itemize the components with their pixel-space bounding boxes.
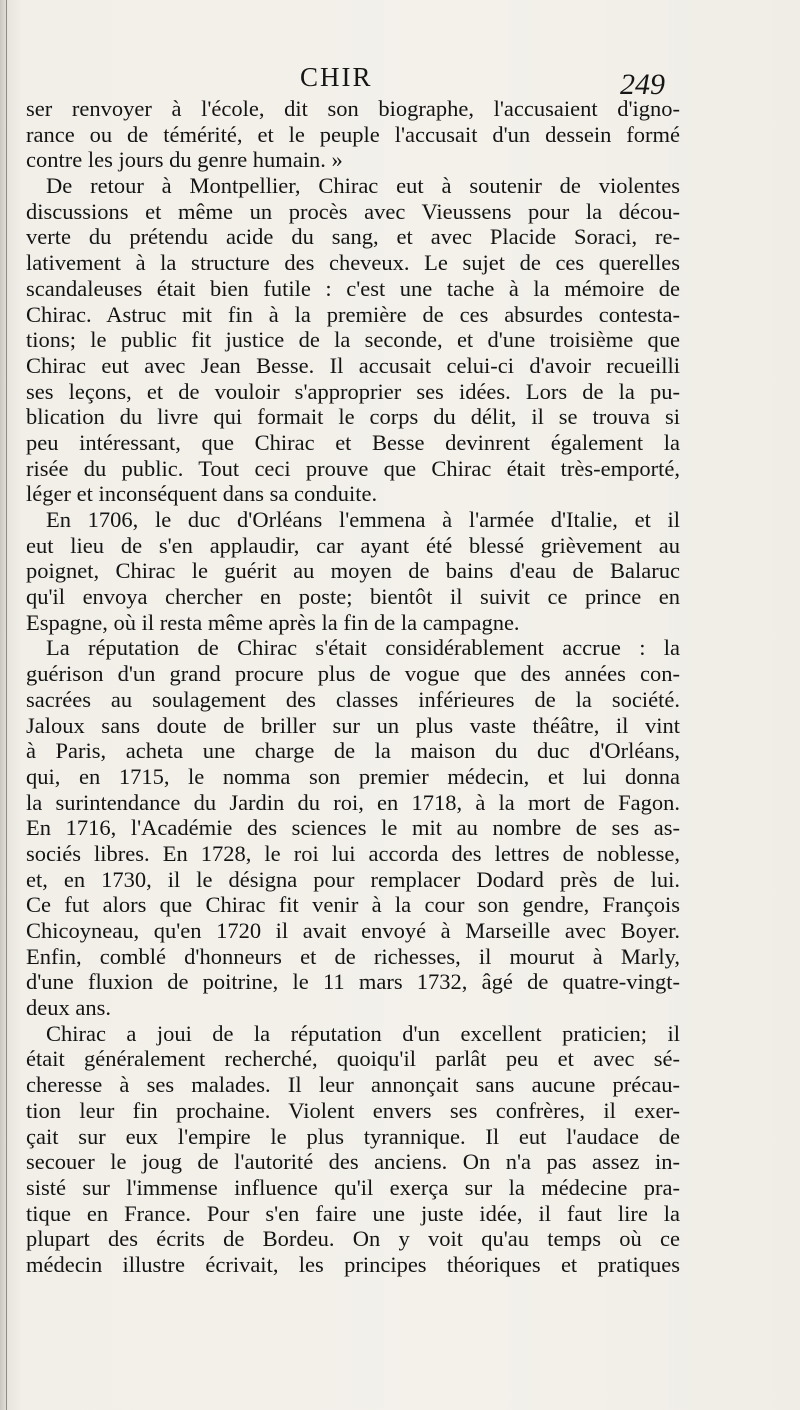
page-gutter	[6, 0, 7, 1410]
text-line: sacrées au soulagement des classes inférieures de la société.	[26, 686, 680, 712]
text-line: la surintendance du Jardin du roi, en 1718, à la mort de Fagon.	[26, 789, 680, 815]
text-line: ser renvoyer à l'école, dit son biographe, l'accusaient d'igno-	[26, 96, 680, 121]
text-line: sisté sur l'immense influence qu'il exerça sur la médecine pra-	[26, 1174, 680, 1200]
text-line: contre les jours du genre humain. »	[26, 147, 343, 173]
text-line: Enfin, comblé d'honneurs et de richesses, il mourut à Marly,	[26, 943, 680, 969]
text-line: plupart des écrits de Bordeu. On y voit qu'au temps où ce	[26, 1226, 680, 1252]
text-line: En 1716, l'Académie des sciences le mit au nombre de ses as-	[26, 815, 680, 841]
text-line: Ce fut alors que Chirac fit venir à la cour son gendre, François	[26, 892, 680, 918]
text-line: sociés libres. En 1728, le roi lui accorda des lettres de noblesse,	[26, 840, 680, 866]
text-line: cheresse à ses malades. Il leur annonçait sans aucune précau-	[26, 1072, 680, 1098]
running-title: CHIR	[300, 62, 373, 92]
running-head	[0, 58, 800, 101]
text-line: et, en 1730, il le désigna pour remplacer Dodard près de lui.	[26, 866, 680, 892]
text-line: verte du prétendu acide du sang, et avec Placide Soraci, re-	[26, 224, 680, 250]
text-line: eut lieu de s'en applaudir, car ayant été blessé grièvement au	[26, 532, 680, 558]
text-line: discussions et même un procès avec Vieussens pour la décou-	[26, 198, 680, 224]
text-line: était généralement recherché, quoiqu'il parlât peu et avec sé-	[26, 1046, 680, 1072]
text-line: guérison d'un grand procure plus de vogue que des années con-	[26, 661, 680, 687]
text-line: Espagne, où il resta même après la fin de la campagne.	[26, 609, 520, 635]
text-line: scandaleuses était bien futile : c'est une tache à la mémoire de	[26, 275, 680, 301]
text-line: tions; le public fit justice de la seconde, et d'une troisième que	[26, 327, 680, 353]
text-line: risée du public. Tout ceci prouve que Chirac était très-emporté,	[26, 455, 680, 481]
text-line: deux ans.	[26, 995, 111, 1021]
text-line: rance ou de témérité, et le peuple l'accusait d'un dessein formé	[26, 121, 680, 147]
text-line: tique en France. Pour s'en faire une juste idée, il faut lire la	[26, 1200, 680, 1226]
text-line: qui, en 1715, le nomma son premier médecin, et lui donna	[26, 763, 680, 789]
text-line: ses leçons, et de vouloir s'approprier ses idées. Lors de la pu-	[26, 378, 680, 404]
text-line: médecin illustre écrivait, les principes théoriques et pratiques	[26, 1251, 680, 1277]
text-line: En 1706, le duc d'Orléans l'emmena à l'armée d'Italie, et il	[46, 507, 680, 532]
text-line: peu intéressant, que Chirac et Besse devinrent également la	[26, 429, 680, 455]
page-number: 249	[620, 68, 665, 101]
text-line: qu'il envoya chercher en poste; bientôt il suivit ce prince en	[26, 584, 680, 610]
text-line: çait sur eux l'empire le plus tyrannique. Il eut l'audace de	[26, 1123, 680, 1149]
text-line: Jaloux sans doute de briller sur un plus vaste théâtre, il vint	[26, 712, 680, 738]
text-line: Chirac. Astruc mit fin à la première de ces absurdes contesta-	[26, 301, 680, 327]
text-line: De retour à Montpellier, Chirac eut à soutenir de violentes	[46, 173, 680, 199]
text-line: poignet, Chirac le guérit au moyen de bains d'eau de Balaruc	[26, 558, 680, 584]
text-line: Chirac eut avec Jean Besse. Il accusait celui-ci d'avoir recueilli	[26, 352, 680, 378]
text-line: blication du livre qui formait le corps du délit, il se trouva si	[26, 404, 680, 430]
text-line: tion leur fin prochaine. Violent envers ses confrères, il exer-	[26, 1097, 680, 1123]
text-line: La réputation de Chirac s'était considérablement accrue : la	[46, 635, 680, 661]
text-line: léger et inconséquent dans sa conduite.	[26, 481, 378, 507]
text-line: Chicoyneau, qu'en 1720 il avait envoyé à Marseille avec Boyer.	[26, 918, 680, 943]
text-line: d'une fluxion de poitrine, le 11 mars 1732, âgé de quatre-vingt-	[26, 969, 680, 995]
body-text	[26, 96, 680, 1278]
text-line: lativement à la structure des cheveux. Le sujet de ces querelles	[26, 250, 680, 276]
text-line: à Paris, acheta une charge de la maison du duc d'Orléans,	[26, 738, 680, 764]
text-line: secouer le joug de l'autorité des anciens. On n'a pas assez in-	[26, 1149, 680, 1175]
text-line: Chirac a joui de la réputation d'un excellent praticien; il	[46, 1020, 680, 1046]
